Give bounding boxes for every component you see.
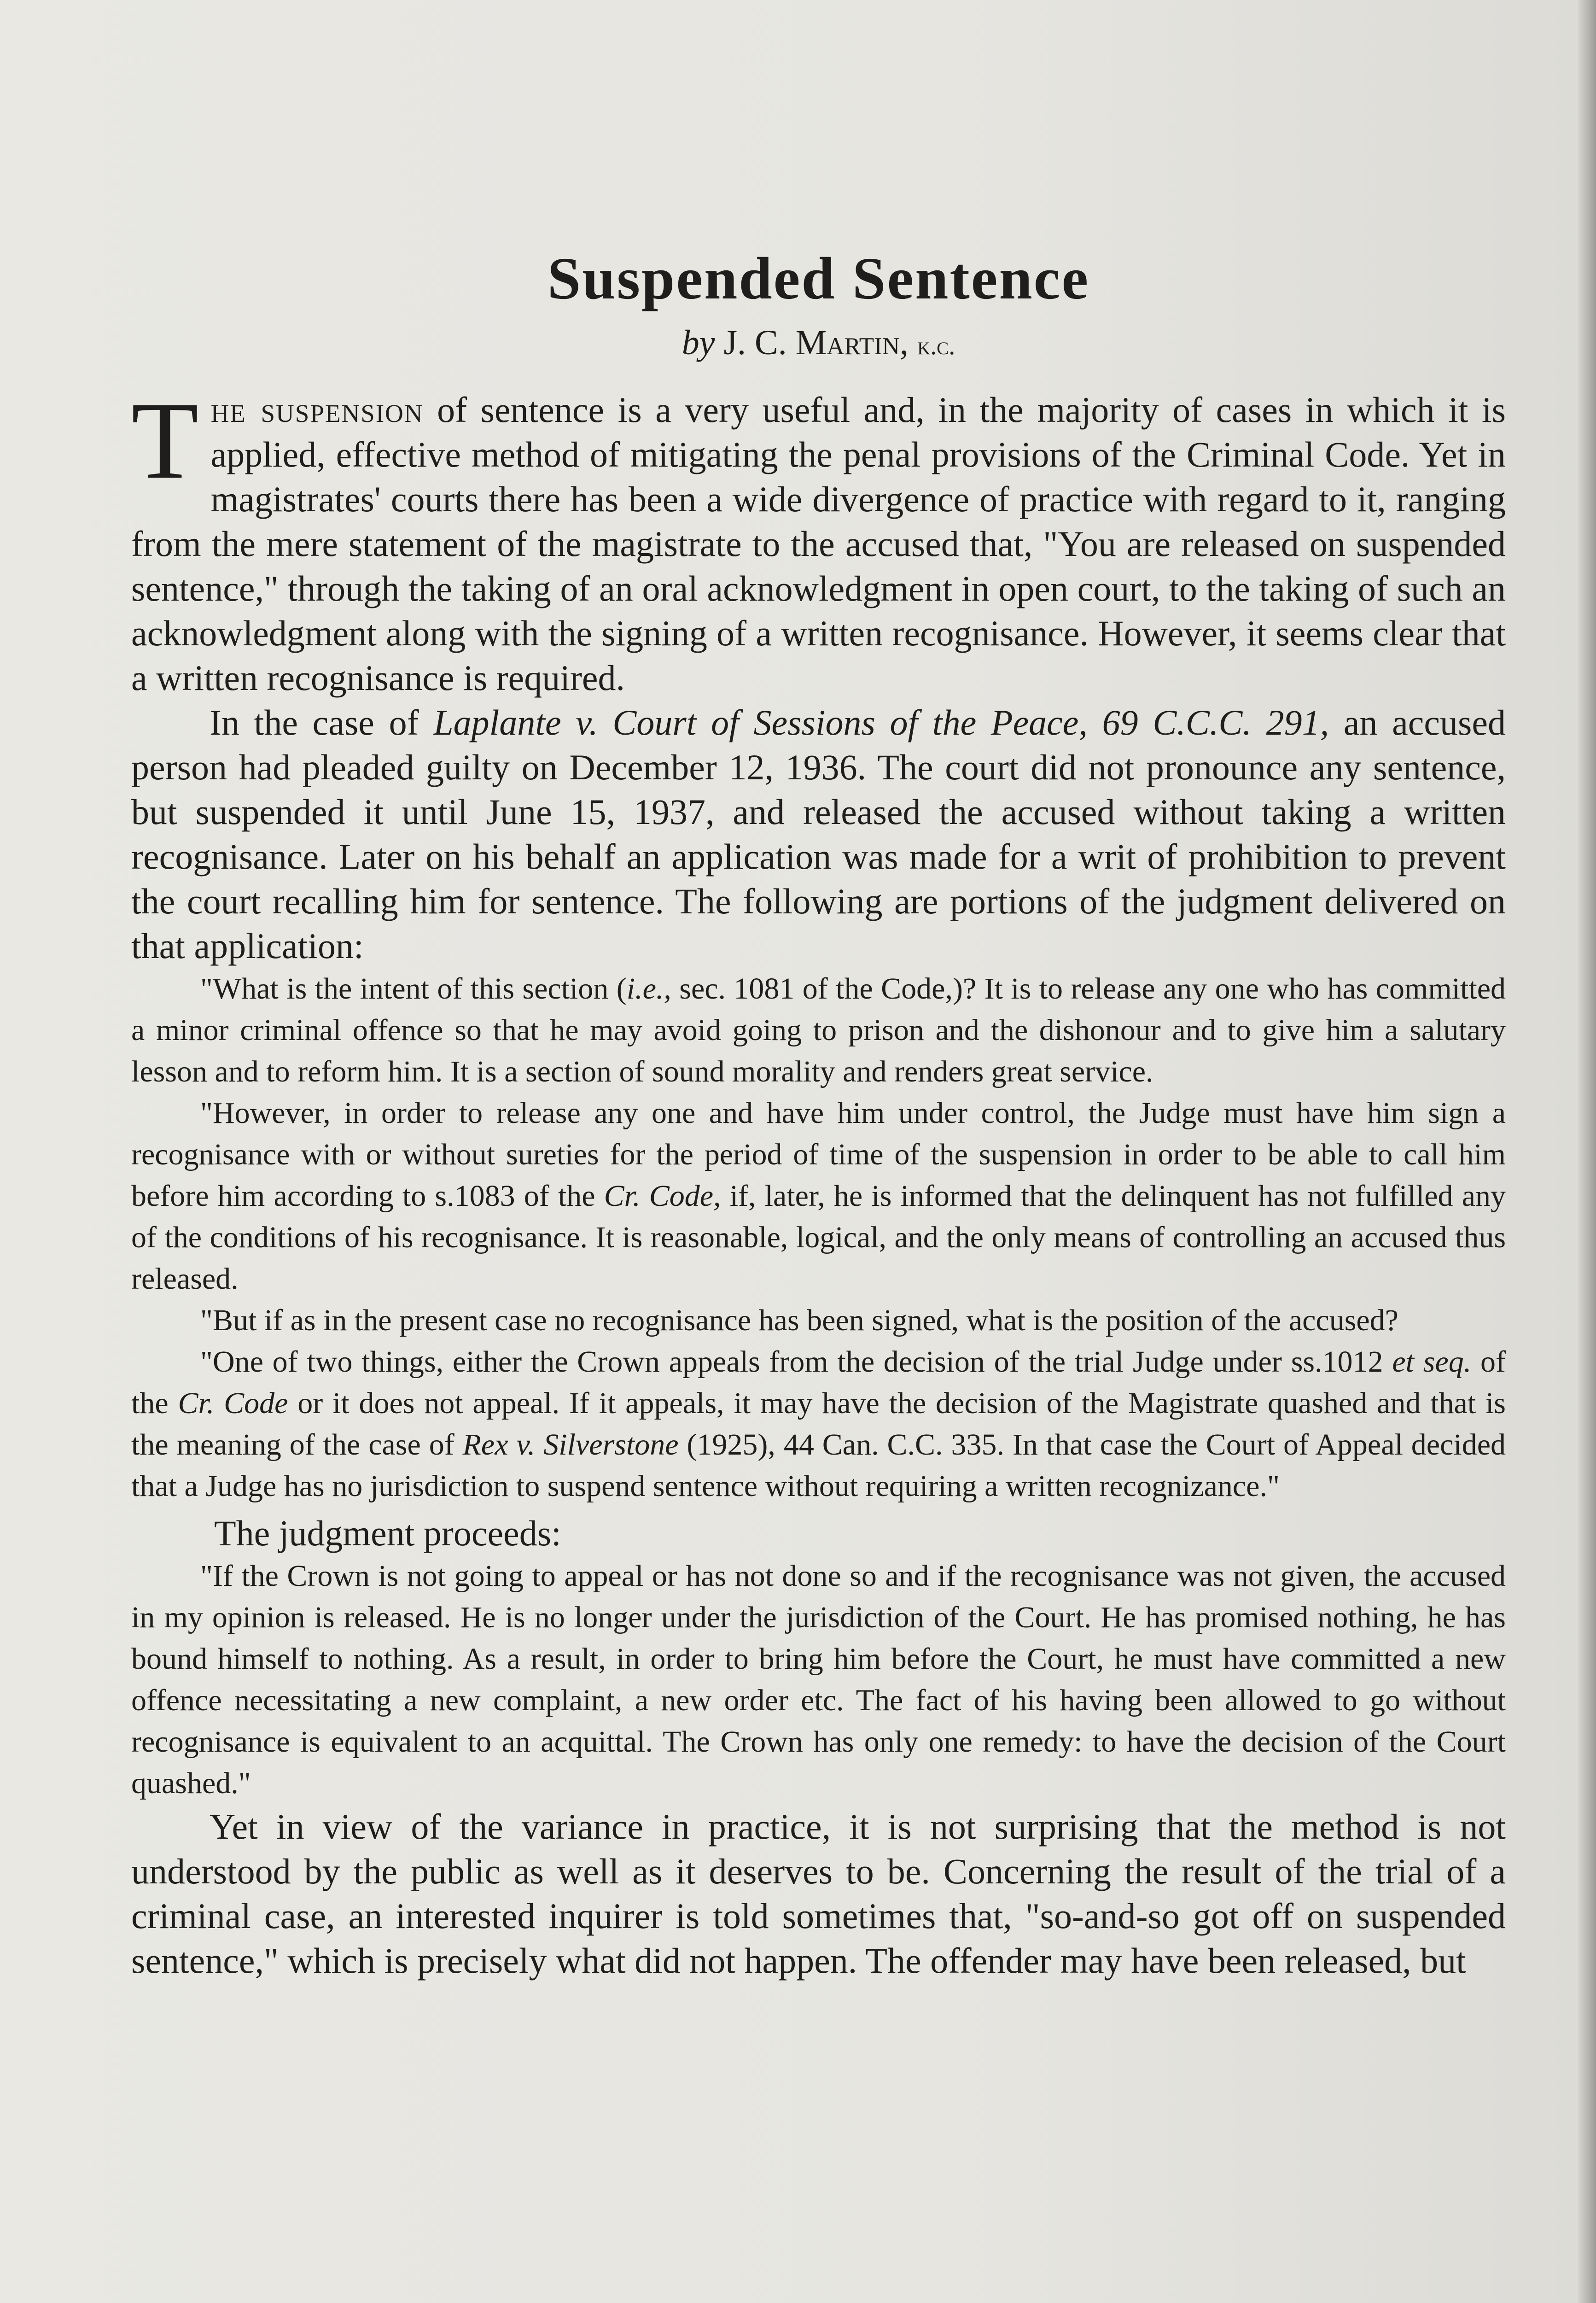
- drop-cap: T: [131, 379, 199, 502]
- quote-2-text-b: if, later, he is informed that the delinquent has not fulfilled any of the conditions of his recognisance. It is reasonable, logical, and the only means of controlling an accused thus released.: [131, 1179, 1506, 1296]
- quote-4-text-c: or it does not appeal. If it appeals, it may have the decision of the Magistrate quashed and that is the meaning of the case of: [131, 1386, 1506, 1461]
- quote-5: "If the Crown is not going to appeal or has not done so and if the recognisance was not given, the accused in my opinion is released. He is no longer under the jurisdiction of the Court. He has promised nothing, he has bound himself to nothing. As a result, in order to bring him before the Court, he must have committed a new offence necessitating a new complaint, a new order etc. The fact of his having been allowed to go without recognisance is equivalent to an acquittal. The Crown has only one remedy: to have the decision of the Court quashed.": [131, 1559, 1506, 1800]
- paragraph-1: [131, 379, 1506, 700]
- quote-1-text-a: "What is the intent of this section (: [200, 972, 627, 1005]
- article-title: Suspended Sentence: [547, 245, 1090, 312]
- case-citation-laplante: Laplante v. Court of Sessions of the Peace, 69 C.C.C. 291,: [433, 702, 1329, 742]
- article: [131, 240, 1506, 1983]
- paragraph-2-text-b: an accused person had pleaded guilty on December 12, 1936. The court did not pronounce any sentence, but suspended it until June 15, 1937, and released the accused without taking a written recognisance. Later on his behalf an application was made for a writ of prohibition to prevent the court recalling him for sentence. The following are portions of the judgment delivered on that application:: [131, 702, 1506, 966]
- paragraph-3: Yet in view of the variance in practice, it is not surprising that the method is not understood by the public as well as it deserves to be. Concerning the result of the trial of a criminal case, an interested inquirer is told sometimes that, "so-and-so got off on suspended sentence," which is precisely what did not happen. The offender may have been released, but: [131, 1806, 1506, 1981]
- paragraph-2-text-a: In the case of: [210, 702, 434, 742]
- quote-3: "But if as in the present case no recognisance has been signed, what is the position of the accused?: [200, 1303, 1398, 1337]
- quote-2-text-a: "However, in order to release any one and have him under control, the Judge must have him sign a recognisance with or without sureties for the period of time of the suspension in order to be able to call him before him according to s.1083 of the: [131, 1096, 1506, 1213]
- quote-4-text-b: of the: [131, 1345, 1506, 1420]
- quote-4: [131, 1341, 1506, 1507]
- byline-prefix: by: [682, 323, 715, 362]
- quote-1-ie: i.e.,: [626, 972, 671, 1005]
- quote-4-text-a: "One of two things, either the Crown appeals from the decision of the trial Judge under ss.1012: [200, 1345, 1392, 1379]
- quote-4-text-d: (1925), 44 Can. C.C. 335. In that case the Court of Appeal decided that a Judge has no jurisdiction to suspend sentence without requiring a written recognizance.": [131, 1428, 1506, 1503]
- byline-suffix: k.c.: [917, 332, 955, 360]
- paragraph-2: [131, 700, 1506, 968]
- judgment-proceeds: The judgment proceeds:: [214, 1513, 561, 1553]
- quote-2-code: Cr. Code,: [604, 1179, 721, 1213]
- quote-1-text-b: sec. 1081 of the Code,)? It is to release any one who has committed a minor criminal offence so that he may avoid going to prison and the dishonour and to give him a salutary lesson and to reform him. It is a section of sound morality and renders great service.: [131, 972, 1506, 1088]
- byline-author: J. C. Martin,: [723, 323, 909, 362]
- paragraph-1-lead: he suspension: [210, 390, 424, 430]
- byline: [131, 320, 1506, 369]
- page-edge-shadow: [1578, 0, 1596, 2303]
- quote-1: [131, 968, 1506, 1093]
- case-citation-silverstone: Rex v. Silverstone: [462, 1428, 679, 1461]
- quote-4-et-seq: et seq.: [1392, 1345, 1472, 1379]
- quote-2: [131, 1093, 1506, 1300]
- paragraph-1-text: of sentence is a very useful and, in the majority of cases in which it is applied, effective method of mitigating the penal provisions of the Criminal Code. Yet in magistrates' courts there has been a wide divergence of practice with regard to it, ranging from the mere statement of the magistrate to the accused that, "You are released on suspended sentence," through the taking of an oral acknowledgment in open court, to the taking of such an acknowledgment along with the signing of a written recognisance. However, it seems clear that a written recognisance is required.: [131, 390, 1506, 698]
- quote-4-code: Cr. Code: [178, 1386, 288, 1420]
